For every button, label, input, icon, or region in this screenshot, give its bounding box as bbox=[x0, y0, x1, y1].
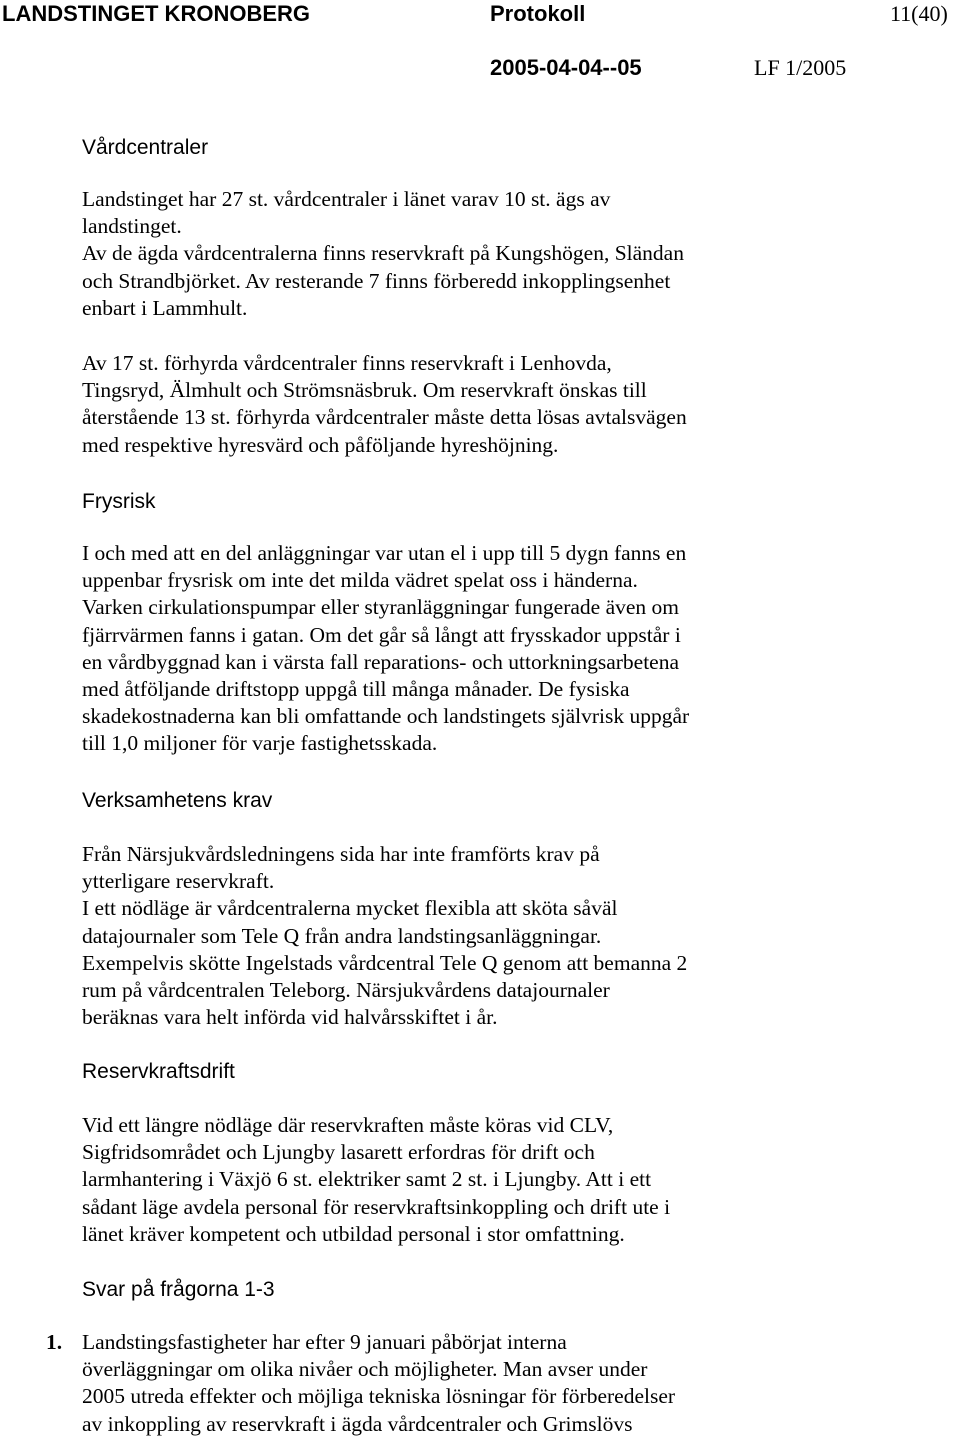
paragraph-vardcentraler-owned bbox=[82, 186, 684, 322]
text-line: Av de ägda vårdcentralerna finns reservkraft på Kungshögen, Sländan bbox=[82, 241, 684, 266]
meeting-date: 2005-04-04--05 bbox=[490, 55, 642, 80]
text-line: 2005 utreda effekter och möjliga tekniska lösningar för förberedelser bbox=[82, 1384, 676, 1409]
page-number: 11(40) bbox=[890, 1, 948, 26]
text-line: Av 17 st. förhyrda vårdcentraler finns reservkraft i Lenhovda, bbox=[82, 351, 612, 375]
text-line: Tingsryd, Älmhult och Strömsnäsbruk. Om reservkraft önskas till bbox=[82, 378, 647, 403]
text-line: och Strandbjörket. Av resterande 7 finns förberedd inkopplingsenhet bbox=[82, 268, 671, 293]
text-line: Exempelvis skötte Ingelstads vårdcentral Tele Q genom att bemanna 2 bbox=[82, 950, 688, 975]
text-line: Sigfridsområdet och Ljungby lasarett erfordras för drift och bbox=[82, 1140, 595, 1165]
list-item-number-1: 1. bbox=[46, 1330, 63, 1354]
text-line: en vårdbyggnad kan i värsta fall reparations- och uttorkningsarbetena bbox=[82, 649, 680, 674]
text-line: landstinget. bbox=[82, 214, 182, 239]
text-line: Varken cirkulationspumpar eller styranläggningar fungerade även om bbox=[82, 595, 680, 620]
text-line: överläggningar om olika nivåer och möjligheter. Man avser under bbox=[82, 1357, 648, 1382]
paragraph-verksamhetens-krav bbox=[82, 841, 687, 1031]
section-heading-verksamhetens-krav: Verksamhetens krav bbox=[82, 789, 273, 812]
text-line: sådant läge avdela personal för reservkraftsinkoppling och drift ute i bbox=[82, 1194, 671, 1219]
text-line: Från Närsjukvårdsledningens sida har inte framförts krav på bbox=[82, 842, 600, 866]
text-line: fjärrvärmen fanns i gatan. Om det går så långt att frysskador uppstår i bbox=[82, 622, 681, 647]
text-line: datajournaler som Tele Q från andra landstingsanläggningar. bbox=[82, 923, 602, 948]
text-line: larmhantering i Växjö 6 st. elektriker samt 2 st. i Ljungby. Att i ett bbox=[82, 1167, 652, 1192]
text-line: återstående 13 st. förhyrda vårdcentraler måste detta lösas avtalsvägen bbox=[82, 405, 687, 430]
paragraph-reservkraftsdrift bbox=[82, 1112, 670, 1248]
text-line: Vid ett längre nödläge där reservkraften måste köras vid CLV, bbox=[82, 1113, 614, 1137]
text-line: Landstinget har 27 st. vårdcentraler i länet varav 10 st. ägs av bbox=[82, 187, 611, 211]
text-line: I ett nödläge är vårdcentralerna mycket flexibla att sköta såväl bbox=[82, 896, 618, 921]
document-type: Protokoll bbox=[490, 1, 586, 26]
text-line: skadekostnaderna kan bli omfattande och landstingets självrisk uppgår bbox=[82, 704, 690, 729]
section-heading-svar: Svar på frågorna 1-3 bbox=[82, 1278, 275, 1301]
text-line: rum på vårdcentralen Teleborg. Närsjukvårdens datajournaler bbox=[82, 978, 610, 1003]
paragraph-vardcentraler-rented bbox=[82, 350, 687, 459]
text-line: beräknas vara helt införda vid halvårsskiftet i år. bbox=[82, 1005, 498, 1030]
text-line: till 1,0 miljoner för varje fastighetsskada. bbox=[82, 731, 438, 756]
document-reference: LF 1/2005 bbox=[754, 55, 847, 80]
text-line: länet kräver kompetent och utbildad personal i stor omfattning. bbox=[82, 1221, 625, 1246]
text-line: med åtföljande driftstopp uppgå till många månader. De fysiska bbox=[82, 677, 630, 702]
org-name: LANDSTINGET KRONOBERG bbox=[2, 1, 310, 26]
section-heading-reservkraftsdrift: Reservkraftsdrift bbox=[82, 1060, 235, 1083]
list-item-1-text bbox=[82, 1329, 675, 1438]
text-line: Landstingsfastigheter har efter 9 januari påbörjat interna bbox=[82, 1330, 567, 1354]
section-heading-frysrisk: Frysrisk bbox=[82, 490, 156, 513]
text-line: I och med att en del anläggningar var utan el i upp till 5 dygn fanns en bbox=[82, 541, 687, 565]
text-line: med respektive hyresvärd och påföljande hyreshöjning. bbox=[82, 432, 559, 457]
paragraph-frysrisk bbox=[82, 540, 689, 758]
text-line: ytterligare reservkraft. bbox=[82, 869, 275, 894]
text-line: uppenbar frysrisk om inte det milda vädret spelat oss i händerna. bbox=[82, 568, 638, 593]
section-heading-vardcentraler: Vårdcentraler bbox=[82, 136, 209, 159]
text-line: av inkoppling av reservkraft i ägda vårdcentraler och Grimslövs bbox=[82, 1411, 633, 1436]
text-line: enbart i Lammhult. bbox=[82, 295, 248, 320]
